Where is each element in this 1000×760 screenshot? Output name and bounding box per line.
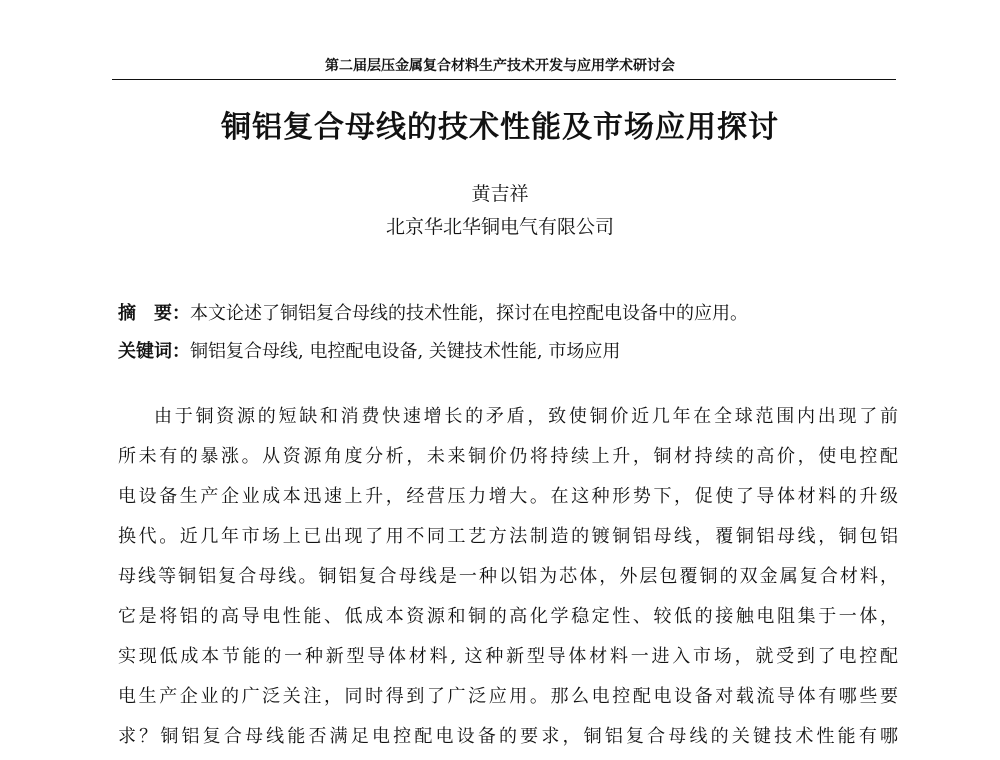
abstract-text: 本文论述了铜铝复合母线的技术性能，探讨在电控配电设备中的应用。 [190, 303, 748, 324]
paper-title: 铜铝复合母线的技术性能及市场应用探讨 [221, 110, 779, 145]
body-line: 它是将铝的高导电性能、低成本资源和铜的高化学稳定性、较低的接触电阻集于一体， [118, 606, 898, 627]
running-header: 第二届层压金属复合材料生产技术开发与应用学术研讨会 [325, 58, 675, 74]
author-affiliation: 北京华北华铜电气有限公司 [385, 216, 614, 238]
body-line: 所未有的暴涨。从资源角度分析，未来铜价仍将持续上升，铜材持续的高价，使电控配 [118, 446, 898, 467]
keywords [118, 340, 918, 364]
body-line: 实现低成本节能的一种新型导体材料, 这种新型导体材料一进入市场，就受到了电控配 [118, 646, 898, 667]
abstract-label: 摘 要： [118, 303, 190, 324]
author-name: 黄吉祥 [471, 183, 529, 205]
keywords-text: 铜铝复合母线, 电控配电设备, 关键技术性能, 市场应用 [190, 341, 621, 362]
body-line: 求？铜铝复合母线能否满足电控配电设备的要求，铜铝复合母线的关键技术性能有哪 [118, 726, 898, 747]
body-line: 换代。近几年市场上已出现了用不同工艺方法制造的镀铜铝母线，覆铜铝母线，铜包铝 [118, 526, 898, 547]
abstract [118, 302, 918, 326]
body-line: 电生产企业的广泛关注，同时得到了广泛应用。那么电控配电设备对载流导体有哪些要 [118, 686, 898, 707]
keywords-label: 关键词： [118, 341, 190, 362]
body-paragraph [118, 397, 898, 757]
body-line: 由于铜资源的短缺和消费快速增长的矛盾，致使铜价近几年在全球范围内出现了前 [154, 406, 898, 427]
header-rule [112, 79, 896, 80]
body-line: 母线等铜铝复合母线。铜铝复合母线是一种以铝为芯体，外层包覆铜的双金属复合材料， [118, 566, 898, 587]
body-line: 电设备生产企业成本迅速上升，经营压力增大。在这种形势下，促使了导体材料的升级 [118, 486, 898, 507]
